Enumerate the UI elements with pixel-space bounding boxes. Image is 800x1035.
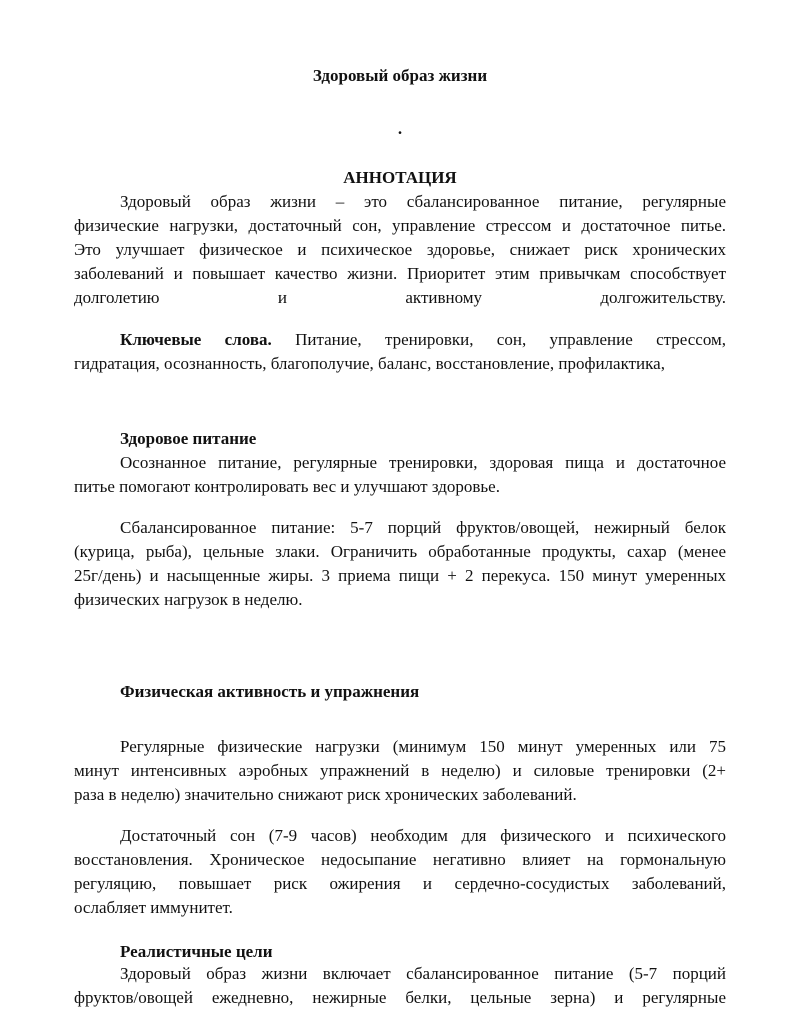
paragraph-line: питье помогают контролировать вес и улучшают здоровье. — [74, 477, 500, 496]
paragraph-line: (курица, рыба), цельные злаки. Ограничить обработанные продукты, сахар (менее — [74, 542, 726, 561]
annotation-heading: АННОТАЦИЯ — [343, 168, 457, 187]
annotation-word: и — [277, 288, 287, 307]
paragraph-line: ослабляет иммунитет. — [74, 898, 233, 917]
section-heading: Здоровое питание — [120, 429, 257, 448]
paragraph-line: регуляцию, повышает риск ожирения и сердечно-сосудистых заболеваний, — [74, 874, 726, 893]
keywords-line: гидратация, осознанность, благополучие, баланс, восстановление, профилактика, — [74, 354, 665, 373]
section-heading: Реалистичные цели — [120, 942, 273, 961]
annotation-line: физические нагрузки, достаточный сон, управление стрессом и достаточное питье. — [74, 216, 726, 235]
keywords-label: Ключевые слова. — [120, 330, 272, 349]
document-title: Здоровый образ жизни — [312, 66, 488, 85]
annotation-line: Здоровый образ жизни – это сбалансированное питание, регулярные — [120, 192, 726, 211]
keywords-text: Питание, тренировки, сон, управление стрессом, — [271, 330, 726, 349]
annotation-word: долголетию — [74, 288, 160, 307]
paragraph-line: фруктов/овощей ежедневно, нежирные белки, цельные зерна) и регулярные — [74, 988, 726, 1007]
paragraph-line: Осознанное питание, регулярные тренировки, здоровая пища и достаточное — [120, 453, 726, 472]
paragraph-line: Регулярные физические нагрузки (минимум 150 минут умеренных или 75 — [120, 737, 726, 756]
section-heading: Физическая активность и упражнения — [120, 682, 420, 701]
paragraph-line: 25г/день) и насыщенные жиры. 3 приема пищи + 2 перекуса. 150 минут умеренных — [74, 566, 726, 585]
annotation-last-line — [74, 286, 726, 310]
paragraph-line: физических нагрузок в неделю. — [74, 590, 303, 609]
annotation-word: долгожительству. — [600, 288, 726, 307]
annotation-line: Это улучшает физическое и психическое здоровье, снижает риск хронических — [74, 240, 726, 259]
paragraph-line: раза в неделю) значительно снижают риск хронических заболеваний. — [74, 785, 577, 804]
paragraph-line: минут интенсивных аэробных упражнений в неделю) и силовые тренировки (2+ — [74, 761, 726, 780]
keywords-line — [120, 328, 726, 352]
paragraph-line: восстановления. Хроническое недосыпание негативно влияет на гормональную — [74, 850, 726, 869]
annotation-line: заболеваний и повышает качество жизни. Приоритет этим привычкам способствует — [74, 264, 726, 283]
annotation-word: активному — [405, 288, 483, 307]
paragraph-line: Сбалансированное питание: 5-7 порций фруктов/овощей, нежирный белок — [120, 518, 726, 537]
title-dot: . — [397, 119, 403, 138]
paragraph-line: Достаточный сон (7-9 часов) необходим для физического и психического — [120, 826, 726, 845]
paragraph-line: Здоровый образ жизни включает сбалансированное питание (5-7 порций — [120, 964, 726, 983]
